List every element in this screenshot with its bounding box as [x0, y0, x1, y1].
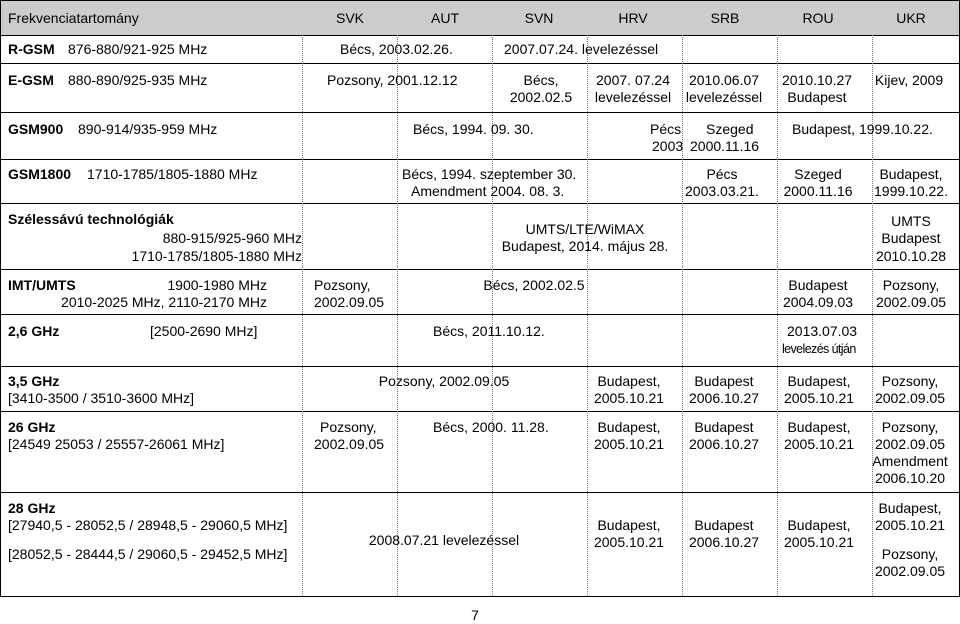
row-divider	[0, 203, 960, 204]
cell-rou: 2004.09.03	[782, 294, 854, 310]
cell-hrv: Pécs	[706, 166, 738, 182]
header-country-rou: ROU	[802, 10, 834, 26]
band-name: E-GSM	[8, 72, 54, 88]
column-divider	[587, 35, 588, 596]
cell-svk: Pozsony,	[314, 277, 371, 293]
cell-aut: Bécs, 2003.02.26.	[340, 41, 453, 57]
cell-ukr: Kijev, 2009	[874, 72, 944, 88]
row-divider	[0, 63, 960, 64]
cell-srb: Budapest	[787, 89, 847, 105]
cell-aut: 2002.02.5	[509, 89, 573, 105]
cell-aut: Bécs,	[523, 72, 559, 88]
cell-svn: Budapest,	[597, 419, 661, 435]
cell-ukr: 2002.09.05	[874, 390, 946, 406]
cell-aut: Bécs, 1994. szeptember 30.	[402, 166, 577, 182]
cell-svk: 2002.09.05	[314, 436, 385, 452]
cell-ukr: 2002.09.05	[874, 436, 946, 452]
cell-svn: Pécs	[650, 121, 682, 137]
cell-aut: Bécs, 2000. 11.28.	[433, 419, 549, 435]
cell-ukr: 2010.10.28	[875, 248, 947, 264]
band-range: [27940,5 - 28052,5 / 28948,5 - 29060,5 MHz]	[8, 517, 288, 533]
cell-hrv: Budapest	[694, 419, 754, 435]
cell-ukr: 2005.10.21	[874, 517, 946, 533]
column-divider	[682, 35, 683, 596]
cell-mid: Bécs, 2011.10.12.	[433, 323, 545, 339]
page-number: 7	[471, 607, 479, 623]
band-range: 1900-1980 MHz	[167, 277, 267, 293]
row-divider	[0, 411, 960, 412]
row-divider	[0, 366, 960, 367]
column-divider	[872, 35, 873, 596]
cell-ukr: Pozsony,	[881, 373, 939, 389]
cell-svn: levelezéssel	[594, 89, 672, 105]
band-name: 28 GHz	[8, 500, 56, 516]
band-name: GSM900	[8, 121, 64, 137]
column-divider	[302, 35, 303, 596]
cell-hrv: 2007.07.24. levelezéssel	[504, 41, 659, 57]
band-range: 890-914/935-959 MHz	[78, 121, 218, 137]
cell-svn: Budapest,	[597, 373, 661, 389]
band-name: GSM1800	[8, 166, 72, 182]
cell-svn: 2005.10.21	[593, 436, 665, 452]
cell-ukr: Budapest	[881, 230, 941, 246]
cell-svn: 2003	[652, 138, 684, 154]
cell-svn: Budapest,	[597, 517, 661, 533]
cell-aut: Bécs, 1994. 09. 30.	[413, 121, 534, 137]
cell-mid: UMTS/LTE/WiMAX	[525, 221, 645, 237]
band-name: 2,6 GHz	[8, 323, 60, 339]
band-range: [28052,5 - 28444,5 / 29060,5 - 29452,5 MHz]	[8, 546, 288, 562]
cell-ukr: UMTS	[891, 213, 931, 229]
cell-mid: Bécs, 2002.02.5	[483, 277, 585, 293]
cell-hrv: Budapest	[694, 373, 754, 389]
cell-srb: 2010.10.27	[781, 72, 853, 88]
cell-hrv: levelezéssel	[685, 89, 763, 105]
band-range: 1710-1785/1805-1880 MHz	[131, 248, 302, 264]
cell-srb: 2013.07.03	[787, 323, 858, 339]
cell-hrv: 2006.10.27	[688, 436, 760, 452]
header-country-hrv: HRV	[618, 10, 648, 26]
cell-svk-aut: 2008.07.21 levelezéssel	[368, 532, 520, 548]
table-bottom-border	[0, 596, 960, 597]
cell-rou: Budapest, 1999.10.22.	[792, 121, 933, 137]
cell-hrv: 2003.03.21.	[685, 183, 759, 199]
band-name: R-GSM	[8, 41, 55, 57]
cell-srb: Budapest,	[787, 373, 851, 389]
cell-srb: Budapest,	[787, 419, 851, 435]
cell-hrv: 2006.10.27	[688, 390, 760, 406]
cell-srb: 2005.10.21	[783, 436, 855, 452]
cell-aut: Amendment 2004. 08. 3.	[411, 183, 565, 199]
header-country-aut: AUT	[431, 10, 459, 26]
cell-svk: Pozsony, 2001.12.12	[327, 72, 458, 88]
cell-hrv: 2000.11.16	[690, 138, 760, 154]
cell-svn: 2005.10.21	[593, 390, 665, 406]
cell-hrv: Szeged	[706, 121, 754, 137]
cell-ukr: 2002.09.05	[875, 294, 947, 310]
cell-rou: Budapest	[788, 277, 848, 293]
row-divider	[0, 492, 960, 493]
table-left-border	[0, 0, 1, 596]
cell-ukr: Pozsony,	[881, 546, 939, 562]
cell-srb: levelezés útján	[782, 342, 856, 356]
band-name: 3,5 GHz	[8, 373, 60, 389]
band-range: [3410-3500 / 3510-3600 MHz]	[8, 390, 195, 406]
cell-svn: 2005.10.21	[593, 534, 665, 550]
band-range: 2010-2025 MHz, 2110-2170 MHz	[61, 294, 267, 310]
header-band: Frekvenciatartomány	[8, 10, 139, 26]
band-range: 880-915/925-960 MHz	[162, 230, 302, 246]
cell-srb: Budapest,	[787, 517, 851, 533]
cell-mid: Budapest, 2014. május 28.	[501, 238, 669, 254]
cell-hrv: 2010.06.07	[688, 72, 760, 88]
column-divider	[397, 35, 398, 596]
band-name: IMT/UMTS	[8, 277, 76, 293]
cell-hrv: 2006.10.27	[688, 534, 760, 550]
cell-ukr: Pozsony,	[882, 277, 940, 293]
cell-hrv: Budapest	[694, 517, 754, 533]
cell-svk: Pozsony,	[320, 419, 377, 435]
row-divider	[0, 35, 960, 36]
cell-svk-aut: Pozsony, 2002.09.05	[378, 373, 510, 389]
band-range: [24549 25053 / 25557-26061 MHz]	[8, 436, 225, 452]
row-divider	[0, 159, 960, 160]
cell-srb: Szeged	[794, 166, 842, 182]
row-divider	[0, 314, 960, 315]
band-range: 876-880/921-925 MHz	[68, 41, 208, 57]
band-range: 880-890/925-935 MHz	[68, 72, 208, 88]
cell-ukr: Budapest,	[879, 166, 943, 182]
cell-srb: 2005.10.21	[783, 534, 855, 550]
band-name: 26 GHz	[8, 419, 56, 435]
cell-ukr: Amendment	[872, 453, 948, 469]
row-divider	[0, 269, 960, 270]
band-range: 1710-1785/1805-1880 MHz	[87, 166, 258, 182]
cell-srb: 2000.11.16	[783, 183, 853, 199]
header-country-svk: SVK	[335, 10, 365, 26]
cell-ukr: 2002.09.05	[874, 563, 946, 579]
cell-ukr: 1999.10.22.	[874, 183, 948, 199]
band-range: [2500-2690 MHz]	[150, 323, 258, 339]
cell-svn: 2007. 07.24	[596, 72, 670, 88]
header-country-ukr: UKR	[896, 10, 926, 26]
cell-srb: 2005.10.21	[783, 390, 855, 406]
column-divider	[777, 35, 778, 596]
row-divider	[0, 112, 960, 113]
header-country-svn: SVN	[524, 10, 554, 26]
header-country-srb: SRB	[710, 10, 740, 26]
cell-ukr: Pozsony,	[881, 419, 939, 435]
cell-svk: 2002.09.05	[314, 294, 385, 310]
cell-ukr: 2006.10.20	[874, 470, 946, 486]
cell-ukr: Budapest,	[878, 500, 942, 516]
column-divider	[492, 35, 493, 596]
band-name: Szélessávú technológiák	[8, 211, 174, 227]
